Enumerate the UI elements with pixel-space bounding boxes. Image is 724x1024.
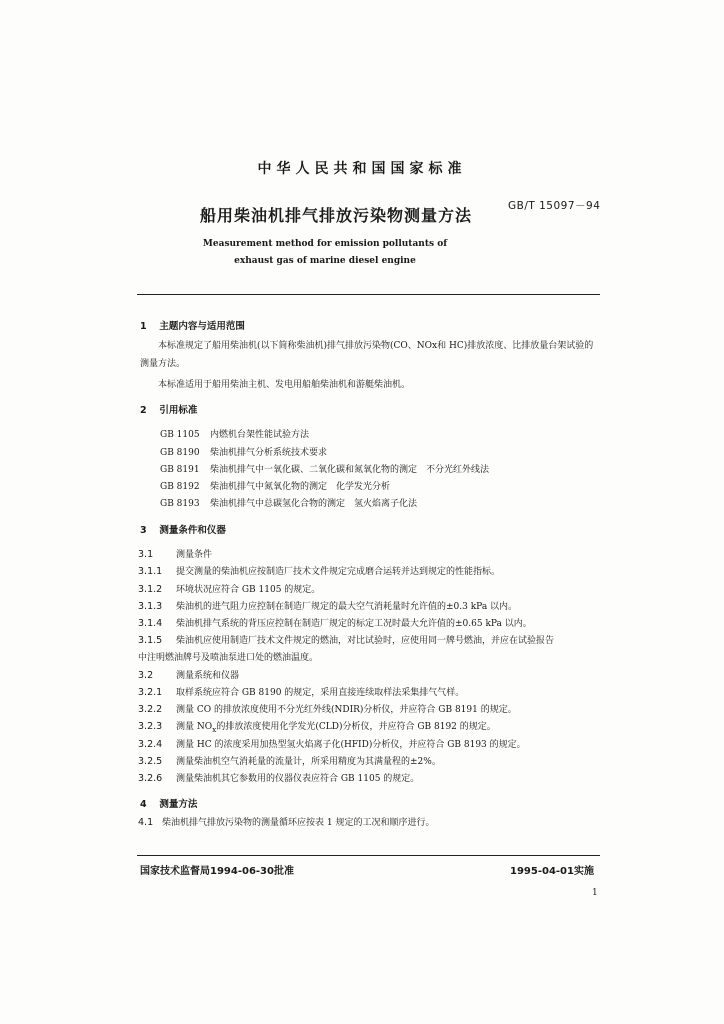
reference-item bbox=[160, 479, 390, 492]
clause-text: 测量柴油机空气消耗量的流量计，所采用精度为其满量程的±2%。 bbox=[176, 757, 441, 767]
clause-number: 3.1.1 bbox=[138, 566, 163, 577]
reference-code: GB 8190 bbox=[160, 448, 200, 458]
clause-3-2-2 bbox=[138, 702, 517, 715]
reference-item bbox=[160, 462, 489, 475]
section-title: 主题内容与适用范围 bbox=[159, 321, 245, 332]
clause-text: 测量 CO 的排放浓度使用不分光红外线(NDIR)分析仪，并应符合 GB 8191 的规定。 bbox=[176, 705, 517, 715]
clause-number: 3.2.6 bbox=[138, 773, 163, 784]
clause-3-1-4 bbox=[138, 616, 532, 629]
clause-3-2 bbox=[138, 668, 239, 681]
approval-date: 国家技术监督局1994-06-30批准 bbox=[140, 866, 294, 877]
section-title: 测量方法 bbox=[159, 799, 198, 810]
clause-text: 环境状况应符合 GB 1105 的规定。 bbox=[176, 585, 321, 595]
clause-text: 测量 HC 的浓度采用加热型氢火焰离子化(HFID)分析仪，并应符合 GB 8193 的规定。 bbox=[176, 740, 526, 750]
section-3-heading bbox=[140, 522, 226, 536]
clause-number: 3.2.5 bbox=[138, 756, 163, 767]
clause-3-1 bbox=[138, 547, 212, 560]
section-1-paragraph-2: 本标准适用于船用柴油主机、发电用船舶柴油机和游艇柴油机。 bbox=[158, 380, 411, 390]
clause-title: 测量条件 bbox=[176, 550, 213, 560]
reference-code: GB 8191 bbox=[160, 465, 200, 475]
effective-date: 1995-04-01实施 bbox=[510, 866, 594, 877]
reference-item bbox=[160, 427, 309, 440]
reference-code: GB 8193 bbox=[160, 499, 200, 509]
clause-number: 3.1.5 bbox=[138, 635, 163, 646]
clause-4-1 bbox=[138, 815, 434, 828]
clause-3-1-5-continuation: 中注明燃油牌号及喷油泵进口处的燃油温度。 bbox=[138, 653, 319, 663]
header-divider bbox=[137, 294, 600, 295]
standard-number: GB/T 15097－94 bbox=[508, 200, 601, 212]
reference-title: 柴油机排气中一氧化碳、二氧化碳和氮氧化物的测定 不分光红外线法 bbox=[210, 465, 490, 475]
clause-number: 3.1.2 bbox=[138, 584, 163, 595]
page-number: 1 bbox=[592, 888, 598, 898]
section-number: 1 bbox=[140, 321, 147, 332]
clause-3-1-3 bbox=[138, 599, 517, 612]
clause-number: 3.1.3 bbox=[138, 601, 163, 612]
section-number: 3 bbox=[140, 525, 147, 536]
clause-number: 3.2.3 bbox=[138, 721, 163, 732]
national-standard-heading: 中华人民共和国国家标准 bbox=[257, 161, 467, 177]
clause-text: 柴油机排气系统的背压应控制在制造厂规定的标定工况时最大允许值的±0.65 kPa 以内。 bbox=[176, 619, 532, 629]
reference-title: 内燃机台架性能试验方法 bbox=[210, 430, 310, 440]
clause-3-1-5 bbox=[138, 633, 554, 646]
reference-title: 柴油机排气中氮氧化物的测定 化学发光分析 bbox=[210, 482, 391, 492]
clause-number: 3.2 bbox=[138, 670, 154, 681]
section-1-paragraph-1: 本标准规定了船用柴油机(以下简称柴油机)排气排放污染物(CO、NOx和 HC)排放浓度、比排放量台架试验的测量方法。 bbox=[140, 341, 594, 369]
document-title-cn: 船用柴油机排气排放污染物测量方法 bbox=[200, 206, 473, 225]
section-number: 4 bbox=[140, 799, 147, 810]
clause-number: 3.2.1 bbox=[138, 687, 163, 698]
footer-divider bbox=[137, 855, 600, 856]
document-title-en-line1: Measurement method for emission pollutants of bbox=[202, 239, 448, 249]
clause-text: 柴油机的进气阻力应控制在制造厂规定的最大空气消耗量时允许值的±0.3 kPa 以内。 bbox=[176, 602, 518, 612]
section-4-heading bbox=[140, 796, 197, 810]
reference-code: GB 8192 bbox=[160, 482, 200, 492]
clause-text-pre: 测量 NO bbox=[176, 722, 213, 732]
clause-text-subscript: x bbox=[212, 724, 217, 734]
clause-3-2-1 bbox=[138, 685, 464, 698]
reference-code: GB 1105 bbox=[160, 430, 200, 440]
reference-title: 柴油机排气中总碳氢化合物的测定 氢火焰离子化法 bbox=[210, 499, 418, 509]
section-number: 2 bbox=[140, 405, 147, 416]
clause-3-2-6 bbox=[138, 771, 419, 784]
clause-text: 柴油机排气排放污染物的测量循环应按表 1 规定的工况和顺序进行。 bbox=[162, 818, 435, 828]
clause-3-1-2 bbox=[138, 582, 320, 595]
section-2-heading bbox=[140, 402, 197, 416]
clause-title: 测量系统和仪器 bbox=[176, 671, 240, 681]
reference-item bbox=[160, 496, 417, 509]
clause-3-2-5 bbox=[138, 754, 441, 767]
clause-3-2-3 bbox=[138, 719, 496, 734]
clause-number: 3.1.4 bbox=[138, 618, 163, 629]
clause-text: 测量柴油机其它参数用的仪器仪表应符合 GB 1105 的规定。 bbox=[176, 774, 420, 784]
clause-number: 4.1 bbox=[138, 817, 154, 828]
clause-number: 3.1 bbox=[138, 549, 154, 560]
clause-number: 3.2.4 bbox=[138, 739, 163, 750]
reference-title: 柴油机排气分析系统技术要求 bbox=[210, 448, 328, 458]
clause-3-2-4 bbox=[138, 737, 526, 750]
section-title: 测量条件和仪器 bbox=[159, 525, 226, 536]
clause-text-post: 的排放浓度使用化学发光(CLD)分析仪，并应符合 GB 8192 的规定。 bbox=[216, 722, 496, 732]
clause-text: 取样系统应符合 GB 8190 的规定，采用直接连续取样法采集排气气样。 bbox=[176, 688, 465, 698]
clause-text: 提交测量的柴油机应按制造厂技术文件规定完成磨合运转并达到规定的性能指标。 bbox=[176, 567, 501, 577]
document-title-en-line2: exhaust gas of marine diesel engine bbox=[234, 256, 416, 266]
clause-number: 3.2.2 bbox=[138, 704, 163, 715]
section-1-heading bbox=[140, 318, 245, 332]
clause-text: 柴油机应使用制造厂技术文件规定的燃油，对比试验时，应使用同一牌号燃油，并应在试验报告 bbox=[176, 636, 555, 646]
clause-3-1-1 bbox=[138, 564, 500, 577]
section-title: 引用标准 bbox=[159, 405, 198, 416]
reference-item bbox=[160, 445, 327, 458]
